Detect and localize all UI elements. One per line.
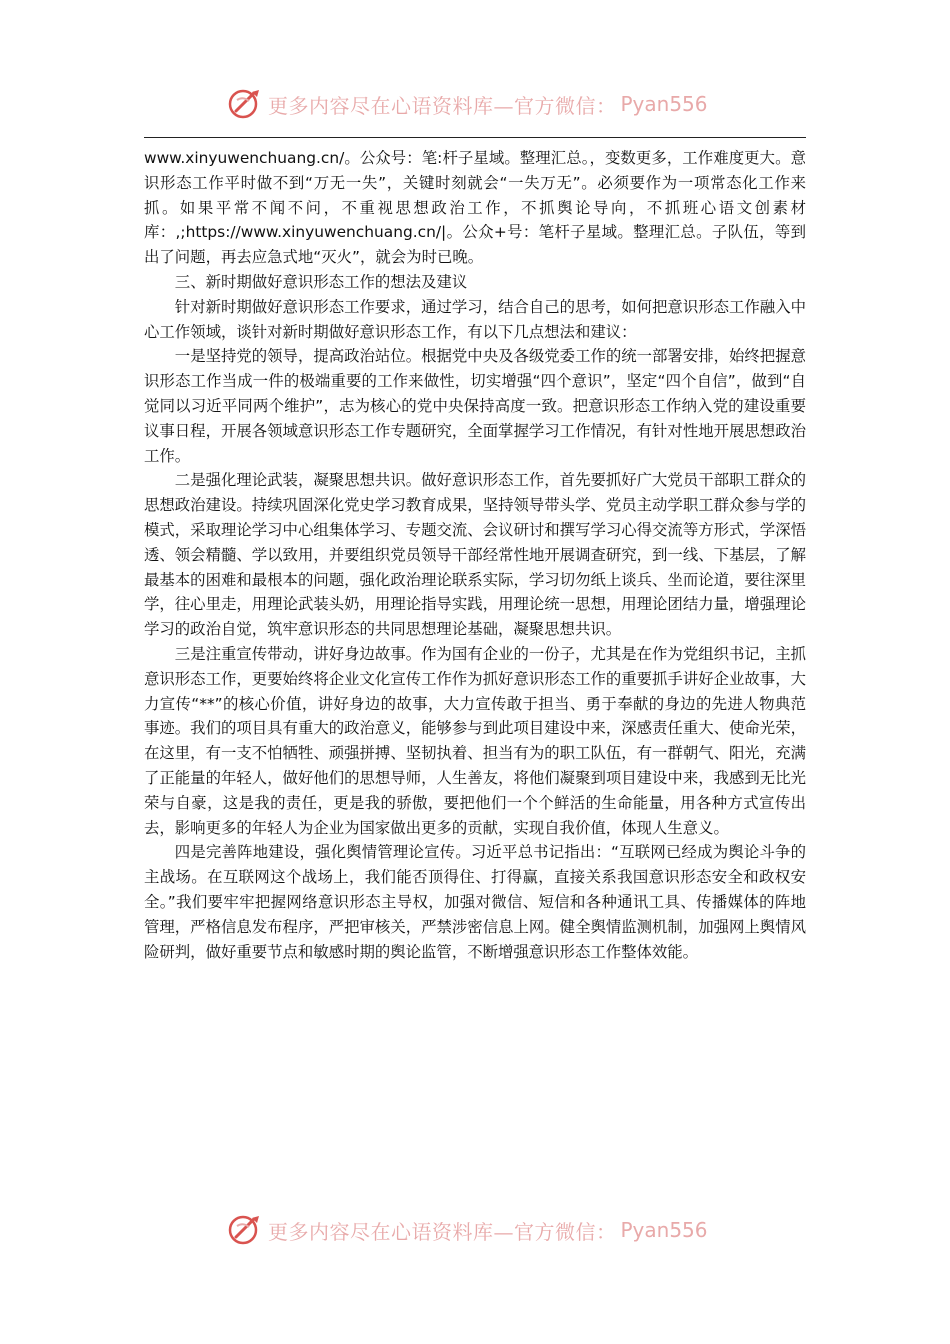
document-body [144,146,806,964]
body-paragraph: www.xinyuwenchuang.cn/。公众号：笔:杆子星域。整理汇总。，变数更多，工作难度更大。意识形态工作平时做不到“万无一失”，关键时刻就会“一失万无”。必须要作为一项常态化工作来抓。如果平常不闻不问，不重视思想政治工作，不抓舆论导向，不抓班心语文创素材库：,;https://www.xinyuwenchuang.cn/|。公众+号：笔杆子星域。整理汇总。子队伍，等到出了问题，再去应急式地“灭火”，就会为时已晚。 [144,149,806,267]
header-banner-text: 更多内容尽在心语资料库—官方微信： [268,93,617,118]
header-wechat-id: Pyan556 [620,92,708,116]
body-paragraph: 三是注重宣传带动，讲好身边故事。作为国有企业的一份子，尤其是在作为党组织书记，主抓意识形态工作，更要始终将企业文化宣传工作作为抓好意识形态工作的重要抓手讲好企业故事，大力宣传“**”的核心价值，讲好身边的故事，大力宣传敢于担当、勇于奉献的身边的先进人物典范事迹。我们的项目具有重大的政治意义，能够参与到此项目建设中来，深感责任重大、使命光荣，在这里，有一支不怕牺牲、顽强拼搏、坚韧执着、担当有为的职工队伍，有一群朝气、阳光，充满了正能量的年轻人，做好他们的思想导师，人生善友，将他们凝聚到项目建设中来，我感到无比光荣与自豪，这是我的责任，更是我的骄傲，要把他们一个个鲜活的生命能量，用各种方式宣传出去，影响更多的年轻人为企业为国家做出更多的贡献，实现自我价值，体现人生意义。 [144,644,806,837]
footer-banner [228,1210,708,1250]
footer-banner-text: 更多内容尽在心语资料库—官方微信： [268,1219,617,1244]
footer-wechat-id: Pyan556 [620,1218,708,1242]
pen-logo-icon [228,87,262,121]
header-banner [228,84,708,124]
body-paragraph: 二是强化理论武装，凝聚思想共识。做好意识形态工作，首先要抓好广大党员干部职工群众的思想政治建设。持续巩固深化党史学习教育成果，坚持领导带头学、党员主动学职工群众参与学的模式，采取理论学习中心组集体学习、专题交流、会议研讨和撰写学习心得交流等方形式，学深悟透、领会精髓、学以致用，并要组织党员领导干部经常性地开展调查研究，到一线、下基层，了解最基本的困难和最根本的问题，强化政治理论联系实际，学习切勿纸上谈兵、坐而论道，要往深里学，往心里走，用理论武装头奶，用理论指导实践，用理论统一思想，用理论团结力量，增强理论学习的政治自觉，筑牢意识形态的共同思想理论基础，凝聚思想共识。 [144,471,806,639]
header-divider [144,137,806,138]
body-paragraph: 针对新时期做好意识形态工作要求，通过学习，结合自己的思考，如何把意识形态工作融入中心工作领域，谈针对新时期做好意识形态工作，有以下几点想法和建议： [144,297,806,341]
section-heading: 三、新时期做好意识形态工作的想法及建议 [174,272,468,291]
body-paragraph: 一是坚持党的领导，提高政治站位。根据党中央及各级党委工作的统一部署安排，始终把握意识形态工作当成一件的极端重要的工作来做性，切实增强“四个意识”，坚定“四个自信”，做到“自觉同以习近平同两个维护”，志为核心的党中央保持高度一致。把意识形态工作纳入党的建设重要议事日程，开展各领域意识形态工作专题研究，全面掌握学习工作情况，有针对性地开展思想政治工作。 [144,347,806,465]
body-paragraph: 四是完善阵地建设，强化舆情管理论宣传。习近平总书记指出：“互联网已经成为舆论斗争的主战场。在互联网这个战场上，我们能否顶得住、打得赢，直接关系我国意识形态安全和政权安全。”我们要牢牢把握网络意识形态主导权，加强对微信、短信和各种通讯工具、传播媒体的阵地管理，严格信息发布程序，严把审核关，严禁涉密信息上网。健全舆情监测机制，加强网上舆情风险研判，做好重要节点和敏感时期的舆论监管，不断增强意识形态工作整体效能。 [144,843,806,961]
pen-logo-icon [228,1213,262,1247]
